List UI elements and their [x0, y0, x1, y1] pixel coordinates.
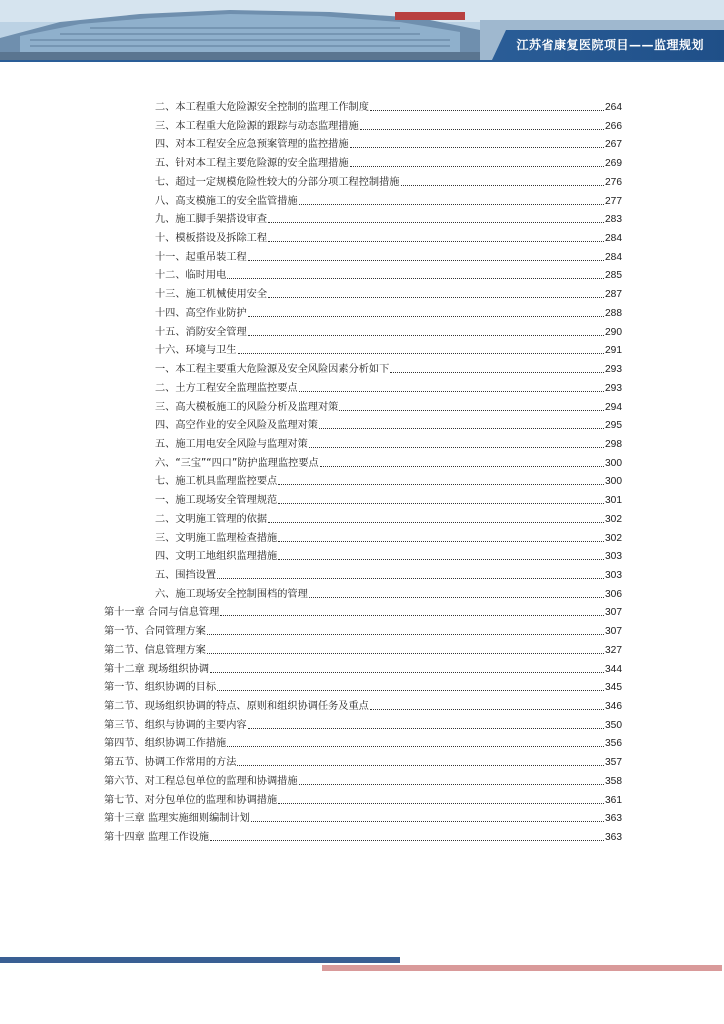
toc-entry-page-number: 345 [605, 682, 622, 694]
toc-dot-leader [350, 165, 604, 167]
toc-subsection-entry[interactable] [155, 527, 622, 545]
toc-entry-label: 五、针对本工程主要危险源的安全监理措施 [155, 158, 349, 170]
toc-dot-leader [238, 352, 605, 354]
toc-entry-page-number: 327 [605, 644, 622, 656]
toc-subsection-entry[interactable] [155, 283, 622, 301]
toc-entry-page-number: 307 [605, 626, 622, 638]
toc-subsection-entry[interactable] [155, 470, 622, 488]
toc-entry-page-number: 303 [605, 551, 622, 563]
toc-subsection-entry[interactable] [155, 246, 622, 264]
toc-subsection-entry[interactable] [155, 452, 622, 470]
toc-subsection-entry[interactable] [155, 564, 622, 582]
toc-entry-page-number: 344 [605, 663, 622, 675]
header-title: 江苏省康复医院项目——监理规划 [516, 38, 704, 52]
toc-entry-page-number: 290 [605, 326, 622, 338]
toc-dot-leader [207, 652, 604, 654]
toc-section-entry[interactable] [104, 751, 622, 769]
toc-dot-leader [360, 128, 604, 130]
toc-entry-page-number: 303 [605, 570, 622, 581]
toc-dot-leader [210, 839, 604, 841]
toc-entry-page-number: 307 [605, 607, 622, 619]
toc-entry-page-number: 293 [605, 382, 622, 394]
toc-entry-label: 五、施工用电安全风险与监理对策 [155, 438, 308, 450]
toc-entry-page-number: 361 [605, 794, 622, 806]
toc-entry-page-number: 269 [605, 158, 622, 170]
toc-subsection-entry[interactable] [155, 508, 622, 526]
toc-dot-leader [319, 427, 604, 429]
header-banner [0, 0, 724, 60]
toc-dot-leader [401, 184, 605, 186]
toc-entry-label: 二、土方工程安全监理监控要点 [155, 382, 298, 394]
toc-subsection-entry[interactable] [155, 190, 622, 208]
toc-dot-leader [251, 820, 604, 822]
toc-entry-label: 三、高大模板施工的风险分析及监理对策 [155, 401, 339, 413]
toc-dot-leader [278, 802, 604, 804]
toc-entry-page-number: 284 [605, 251, 622, 263]
toc-entry-page-number: 285 [605, 270, 622, 282]
toc-dot-leader [220, 614, 604, 616]
toc-subsection-entry[interactable] [155, 302, 622, 320]
toc-dot-leader [217, 577, 604, 579]
toc-dot-leader [278, 558, 604, 560]
toc-entry-page-number: 357 [605, 757, 622, 769]
toc-subsection-entry[interactable] [155, 583, 622, 601]
toc-entry-page-number: 363 [605, 813, 622, 825]
toc-entry-label: 第一节、合同管理方案 [104, 626, 206, 638]
toc-dot-leader [227, 745, 604, 747]
toc-dot-leader [207, 633, 604, 635]
toc-dot-leader [268, 296, 604, 298]
toc-subsection-entry[interactable] [155, 433, 622, 451]
toc-dot-leader [237, 764, 604, 766]
toc-subsection-entry[interactable] [155, 96, 622, 114]
toc-entry-page-number: 302 [605, 532, 622, 544]
toc-chapter-entry[interactable] [104, 807, 622, 825]
toc-dot-leader [390, 371, 604, 373]
footer-bar-pink [322, 965, 722, 971]
toc-dot-leader [339, 409, 604, 411]
toc-subsection-entry[interactable] [155, 171, 622, 189]
toc-entry-label: 第五节、协调工作常用的方法 [104, 757, 237, 769]
toc-subsection-entry[interactable] [155, 152, 622, 170]
toc-section-entry[interactable] [104, 620, 622, 638]
toc-dot-leader [268, 240, 604, 242]
toc-entry-label: 五、围挡设置 [155, 570, 217, 581]
toc-entry-label: 十四、高空作业防护 [155, 307, 247, 319]
toc-entry-label: 第二节、信息管理方案 [104, 644, 206, 656]
toc-subsection-entry[interactable] [155, 358, 622, 376]
toc-dot-leader [248, 334, 604, 336]
toc-dot-leader [278, 483, 604, 485]
toc-entry-page-number: 346 [605, 701, 622, 713]
toc-subsection-entry[interactable] [155, 227, 622, 245]
toc-entry-page-number: 288 [605, 307, 622, 319]
toc-entry-label: 一、本工程主要重大危险源及安全风险因素分析如下 [155, 364, 390, 376]
toc-entry-label: 四、高空作业的安全风险及监理对策 [155, 420, 318, 432]
toc-chapter-entry[interactable] [104, 601, 622, 619]
toc-subsection-entry[interactable] [155, 264, 622, 282]
toc-entry-page-number: 356 [605, 738, 622, 750]
toc-chapter-entry[interactable] [104, 658, 622, 676]
toc-entry-page-number: 301 [605, 495, 622, 507]
toc-dot-leader [320, 465, 604, 467]
toc-entry-label: 十三、施工机械使用安全 [155, 289, 268, 301]
toc-entry-page-number: 284 [605, 233, 622, 245]
toc-entry-label: 第十三章 监理实施细则编制计划 [104, 813, 250, 825]
toc-entry-page-number: 276 [605, 176, 622, 188]
toc-subsection-entry[interactable] [155, 414, 622, 432]
toc-dot-leader [248, 727, 604, 729]
toc-subsection-entry[interactable] [155, 115, 622, 133]
toc-entry-label: 第十二章 现场组织协调 [104, 663, 210, 675]
toc-dot-leader [248, 259, 604, 261]
toc-entry-label: 七、超过一定规模危险性较大的分部分项工程控制措施 [155, 176, 400, 188]
toc-entry-page-number: 266 [605, 120, 622, 132]
toc-entry-label: 第十四章 监理工作设施 [104, 832, 210, 844]
toc-section-entry[interactable] [104, 732, 622, 750]
toc-entry-label: 第十一章 合同与信息管理 [104, 607, 220, 619]
toc-entry-label: 十、模板搭设及拆除工程 [155, 233, 268, 245]
toc-subsection-entry[interactable] [155, 377, 622, 395]
toc-entry-label: 第四节、组织协调工作措施 [104, 738, 227, 750]
toc-section-entry[interactable] [104, 695, 622, 713]
toc-entry-page-number: 306 [605, 588, 622, 600]
toc-dot-leader [350, 146, 604, 148]
toc-entry-label: 第一节、组织协调的目标 [104, 682, 217, 694]
toc-subsection-entry[interactable] [155, 133, 622, 151]
toc-subsection-entry[interactable] [155, 545, 622, 563]
toc-entry-page-number: 350 [605, 719, 622, 731]
toc-entry-label: 七、施工机具监理监控要点 [155, 476, 278, 488]
toc-dot-leader [309, 446, 604, 448]
toc-entry-label: 第二节、现场组织协调的特点、原则和组织协调任务及重点 [104, 701, 369, 713]
toc-section-entry[interactable] [104, 714, 622, 732]
toc-entry-label: 第六节、对工程总包单位的监理和协调措施 [104, 775, 298, 787]
header-divider [0, 60, 724, 62]
toc-entry-label: 六、施工现场安全控制围档的管理 [155, 588, 308, 600]
toc-entry-label: 十一、起重吊装工程 [155, 251, 247, 263]
toc-entry-page-number: 267 [605, 139, 622, 151]
toc-dot-leader [299, 203, 604, 205]
toc-dot-leader [268, 521, 604, 523]
toc-entry-page-number: 291 [605, 345, 622, 357]
toc-entry-page-number: 300 [605, 476, 622, 488]
toc-entry-page-number: 277 [605, 195, 622, 207]
toc-entry-page-number: 300 [605, 457, 622, 469]
toc-entry-page-number: 264 [605, 102, 622, 113]
toc-dot-leader [268, 221, 604, 223]
toc-section-entry[interactable] [104, 770, 622, 788]
toc-entry-label: 第七节、对分包单位的监理和协调措施 [104, 794, 278, 806]
toc-dot-leader [278, 540, 604, 542]
toc-entry-label: 三、文明施工监理检查措施 [155, 532, 278, 544]
toc-dot-leader [309, 596, 604, 598]
toc-subsection-entry[interactable] [155, 339, 622, 357]
toc-entry-label: 六、“三宝”“四口”防护监理监控要点 [155, 457, 319, 469]
toc-entry-page-number: 358 [605, 775, 622, 787]
toc-entry-label: 二、本工程重大危险源安全控制的监理工作制度 [155, 102, 369, 113]
toc-chapter-entry[interactable] [104, 826, 622, 844]
toc-section-entry[interactable] [104, 789, 622, 807]
footer-bar-blue [0, 957, 400, 963]
toc-entry-page-number: 295 [605, 420, 622, 432]
toc-dot-leader [248, 315, 604, 317]
toc-entry-label: 一、施工现场安全管理规范 [155, 495, 278, 507]
toc-dot-leader [227, 277, 604, 279]
toc-entry-label: 二、文明施工管理的依据 [155, 513, 268, 525]
toc-dot-leader [299, 390, 604, 392]
toc-entry-label: 四、对本工程安全应急预案管理的监控措施 [155, 139, 349, 151]
toc-entry-page-number: 294 [605, 401, 622, 413]
toc-dot-leader [278, 502, 604, 504]
toc-dot-leader [370, 109, 604, 111]
toc-section-entry[interactable] [104, 676, 622, 694]
toc-subsection-entry[interactable] [155, 489, 622, 507]
toc-dot-leader [370, 708, 604, 710]
toc-entry-label: 九、施工脚手架搭设审查 [155, 214, 268, 226]
toc-entry-page-number: 283 [605, 214, 622, 226]
toc-subsection-entry[interactable] [155, 208, 622, 226]
toc-entry-page-number: 298 [605, 438, 622, 450]
toc-entry-label: 十六、环境与卫生 [155, 345, 237, 357]
toc-section-entry[interactable] [104, 639, 622, 657]
toc-subsection-entry[interactable] [155, 396, 622, 414]
toc-dot-leader [299, 783, 604, 785]
toc-entry-page-number: 363 [605, 832, 622, 844]
toc-entry-page-number: 287 [605, 289, 622, 301]
toc-entry-label: 十二、临时用电 [155, 270, 227, 282]
toc-entry-label: 第三节、组织与协调的主要内容 [104, 719, 247, 731]
toc-entry-page-number: 302 [605, 513, 622, 525]
toc-entry-label: 四、文明工地组织监理措施 [155, 551, 278, 563]
toc-subsection-entry[interactable] [155, 321, 622, 339]
toc-entry-label: 十五、消防安全管理 [155, 326, 247, 338]
toc-entry-label: 八、高支模施工的安全监管措施 [155, 195, 298, 207]
toc-entry-page-number: 293 [605, 364, 622, 376]
toc-dot-leader [217, 689, 604, 691]
toc-entry-label: 三、本工程重大危险源的跟踪与动态监理措施 [155, 120, 359, 132]
toc-dot-leader [210, 671, 604, 673]
